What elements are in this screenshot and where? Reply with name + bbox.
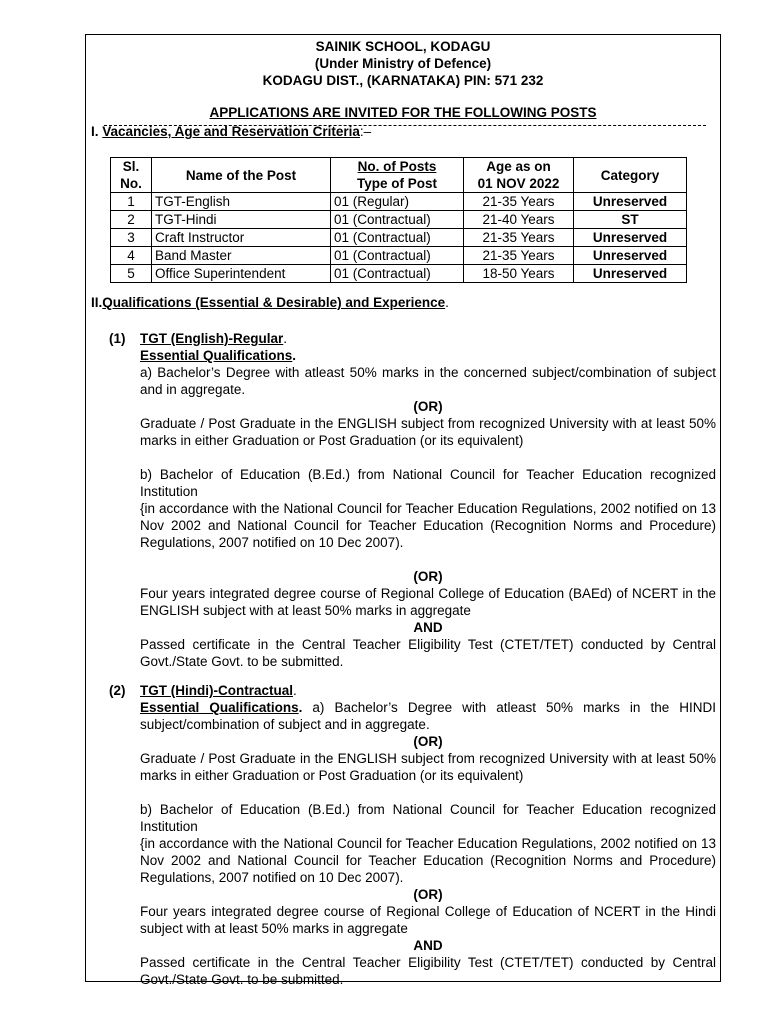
- col-name: Name of the Post: [152, 158, 331, 193]
- section-1-number: I.: [91, 124, 99, 139]
- post-2-number: (2): [109, 683, 126, 698]
- row-category: Unreserved: [574, 265, 687, 283]
- col-posts: [331, 158, 464, 193]
- post-2-or-2: (OR): [413, 887, 443, 902]
- row-sl: 2: [111, 211, 152, 229]
- row-age: 21-35 Years: [464, 247, 574, 265]
- row-name: Office Superintendent: [152, 265, 331, 283]
- post-2-four-year: Four years integrated degree course of Regional College of Education of NCERT in the Hindi subject with at least 50% marks in aggregate: [140, 904, 716, 936]
- ministry-line: (Under Ministry of Defence): [314, 56, 492, 71]
- section-2-number: II.: [91, 295, 103, 310]
- post-1-and: AND: [413, 620, 443, 635]
- row-sl: 3: [111, 229, 152, 247]
- row-age: 21-40 Years: [464, 211, 574, 229]
- row-sl: 4: [111, 247, 152, 265]
- table-row: [111, 193, 687, 211]
- post-1-ctet: Passed certificate in the Central Teacher Eligibility Test (CTET/TET) conducted by Central Govt./State Govt. to be submitted.: [140, 637, 716, 669]
- col-posts-line2: Type of Post: [356, 176, 437, 191]
- col-age-line2: 01 NOV 2022: [477, 176, 560, 191]
- post-2-graduate: Graduate / Post Graduate in the ENGLISH subject from recognized University with at least 50% marks in either Graduation or Post Graduation (or its equivalent): [140, 751, 716, 783]
- row-category: Unreserved: [574, 229, 687, 247]
- post-1-title-suffix: .: [283, 331, 288, 346]
- table-row: [111, 229, 687, 247]
- row-sl: 5: [111, 265, 152, 283]
- school-header: [86, 38, 720, 89]
- row-age: 18-50 Years: [464, 265, 574, 283]
- row-posts: 01 (Contractual): [331, 265, 464, 283]
- post-2-or-1: (OR): [413, 734, 443, 749]
- main-heading: APPLICATIONS ARE INVITED FOR THE FOLLOWING POSTS: [209, 105, 597, 120]
- section-2-title: Qualifications (Essential & Desirable) and Experience: [102, 295, 446, 310]
- row-age: 21-35 Years: [464, 229, 574, 247]
- post-2-eq-suffix: .: [298, 700, 303, 715]
- post-1-eq-label: Essential Qualifications: [140, 348, 293, 363]
- post-1-number: (1): [109, 331, 126, 346]
- post-2-ncte: {in accordance with the National Council for Teacher Education Regulations, 2002 notified on 13 Nov 2002 and National Council for Teacher Education (Recognition Norms and Procedure) Regulations, 2007 notified on 10 Dec 2007).: [140, 836, 716, 885]
- post-2-qual-b: b) Bachelor of Education (B.Ed.) from National Council for Teacher Education recognized Institution: [140, 802, 716, 834]
- row-posts: 01 (Regular): [331, 193, 464, 211]
- col-age-line1: Age as on: [486, 159, 551, 174]
- table-row: [111, 211, 687, 229]
- post-1-or-1: (OR): [413, 399, 443, 414]
- post-1-title: TGT (English)-Regular: [140, 331, 284, 346]
- table-row: [111, 247, 687, 265]
- post-1-qual-b: b) Bachelor of Education (B.Ed.) from National Council for Teacher Education recognized Institution: [140, 467, 716, 499]
- post-1-eq-suffix: .: [292, 348, 297, 363]
- row-posts: 01 (Contractual): [331, 211, 464, 229]
- post-2-block: [140, 682, 716, 988]
- post-1-qual-a: a) Bachelor’s Degree with atleast 50% marks in the concerned subject/combination of subject and in aggregate.: [140, 365, 716, 397]
- post-2-qual-a: a) Bachelor’s Degree with atleast 50% marks in the HINDI subject/combination of subject and in aggregate.: [140, 700, 717, 732]
- post-1-four-year: Four years integrated degree course of Regional College of Education (BAEd) of NCERT in the ENGLISH subject with at least 50% marks in aggregate: [140, 586, 716, 618]
- section-2-suffix: .: [445, 295, 449, 310]
- row-posts: 01 (Contractual): [331, 229, 464, 247]
- row-posts: 01 (Contractual): [331, 247, 464, 265]
- post-1-graduate: Graduate / Post Graduate in the ENGLISH subject from recognized University with at least 50% marks in either Graduation or Post Graduation (or its equivalent): [140, 416, 716, 448]
- section-2-heading: [91, 294, 449, 311]
- col-age: [464, 158, 574, 193]
- post-2-ctet: Passed certificate in the Central Teacher Eligibility Test (CTET/TET) conducted by Central Govt./State Govt. to be submitted.: [140, 955, 716, 987]
- vacancy-table: [110, 157, 687, 283]
- post-2-title: TGT (Hindi)-Contractual: [140, 683, 293, 698]
- section-1-title: Vacancies, Age and Reservation Criteria: [102, 124, 360, 139]
- row-age: 21-35 Years: [464, 193, 574, 211]
- row-sl: 1: [111, 193, 152, 211]
- row-category: Unreserved: [574, 247, 687, 265]
- table-row: [111, 265, 687, 283]
- post-2-and: AND: [413, 938, 443, 953]
- row-category: ST: [574, 211, 687, 229]
- row-name: TGT-Hindi: [152, 211, 331, 229]
- col-posts-line1: No. of Posts: [357, 159, 437, 174]
- col-sl: Sl. No.: [111, 158, 152, 193]
- post-2-eq-label: Essential Qualifications: [140, 700, 299, 715]
- section-1-suffix: :–: [359, 124, 372, 139]
- row-name: Craft Instructor: [152, 229, 331, 247]
- row-category: Unreserved: [574, 193, 687, 211]
- school-name: SAINIK SCHOOL, KODAGU: [315, 39, 491, 54]
- table-header-row: [111, 158, 687, 193]
- post-2-title-suffix: .: [292, 683, 297, 698]
- post-1-or-2: (OR): [413, 569, 443, 584]
- post-1-block: [140, 330, 716, 670]
- col-category: Category: [574, 158, 687, 193]
- document-page: [85, 34, 721, 987]
- address-line: KODAGU DIST., (KARNATAKA) PIN: 571 232: [262, 73, 544, 88]
- row-name: Band Master: [152, 247, 331, 265]
- post-1-ncte: {in accordance with the National Council for Teacher Education Regulations, 2002 notified on 13 Nov 2002 and National Council for Teacher Education (Recognition Norms and Procedure) Regulations, 2007 notified on 10 Dec 2007).: [140, 501, 716, 550]
- section-1-heading: [91, 123, 371, 140]
- row-name: TGT-English: [152, 193, 331, 211]
